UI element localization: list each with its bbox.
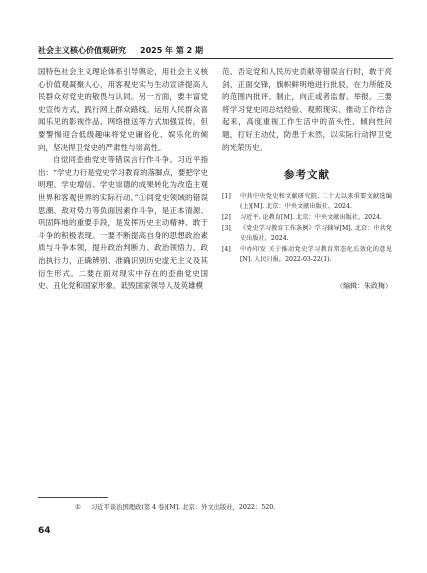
reference-text: 中共中央党史和文献研究院. 二十大以来重要文献选编(上)[M]. 北京：中央文献出版社，2024. [240, 192, 392, 210]
body-paragraph: 国特色社会主义理论体系引导舆论，用社会主义核心价值观凝聚人心，用客观史实与生动宣讲提高人民群众对党史的敬畏与认同。另一方面，要丰富党史宣传方式，践行网上群众路线。运用人民群众喜闻乐见的影视作品、网络推送等方式加强宣传，但要警惕迎合低级趣味将党史庸俗化、娱乐化的倾向，坚决捍卫党史的严肃性与崇高性。 [38, 67, 208, 152]
reference-number: [1] [222, 192, 231, 200]
page-number: 64 [38, 526, 51, 536]
reference-item [222, 192, 392, 212]
reference-number: [3] [222, 224, 231, 232]
footnote [75, 503, 275, 512]
reference-number: [2] [222, 213, 231, 221]
reference-item [222, 213, 392, 223]
reference-text: 《党史学习教育工作条例》学习辅导[M]. 北京：中共党史出版社，2024. [240, 224, 392, 242]
right-column [222, 66, 392, 292]
header-rule [38, 58, 393, 59]
issue-label: 2025 年 第 2 期 [140, 45, 203, 55]
footnote-rule [38, 497, 108, 498]
left-column [38, 66, 208, 293]
body-paragraph: 自觉同歪曲党史等错误言行作斗争。习近平指出：“学史力行是党史学习教育的落脚点，要把学史明理、学史增信、学史崇德的成果转化为改造主观世界和客观世界的实际行动。”①同党史领域的错误思潮、敌对势力等负面因素作斗争，是正本清源、巩固阵地的重要手段，是发挥历史主动精神、敢于斗争的积极表现。一要不断提高自身的思想政治素质与斗争本领，提升政治判断力、政治领悟力、政治执行力，正确辨别、准确识别历史虚无主义及其衍生形式。二要在面对现实中存在的歪曲党史国史、丑化党和国家形象、诋毁国家领导人及英雄模 [38, 155, 208, 291]
journal-title: 社会主义核心价值观研究 [38, 45, 126, 55]
reference-number: [4] [222, 245, 231, 253]
footnote-mark: ① [75, 504, 81, 511]
reference-item [222, 224, 392, 244]
reference-text: 中办印发 关于推动党史学习教育常态化长效化的意见[N]. 人民日报，2022-03-22(1). [240, 245, 392, 263]
references-heading: 参考文献 [284, 169, 330, 182]
reference-item [222, 245, 392, 265]
body-paragraph: 范、否定党和人民历史贡献等错误言行时，敢于亮剑、正面交锋，旗帜鲜明地进行批驳，在力所能及的范围内批评、制止，向正或者监督、举报。三要将学习党史同总结经验、观照现实、推动工作结合起来，高度重视工作生活中的苗头性、倾向性问题，打好主动仗，防患于未然，以实际行动捍卫党的光荣历史。 [222, 67, 392, 152]
reference-text: 习近平. 论教育[M]. 北京：中央文献出版社，2024. [240, 213, 382, 221]
running-header [38, 45, 393, 55]
reference-list [222, 192, 392, 265]
footnote-text: 习近平谈治国理政(第 4 卷)[M]. 北京：外文出版社，2022：520. [91, 504, 276, 511]
editor-credit: （编辑：朱政梅） [336, 281, 392, 290]
